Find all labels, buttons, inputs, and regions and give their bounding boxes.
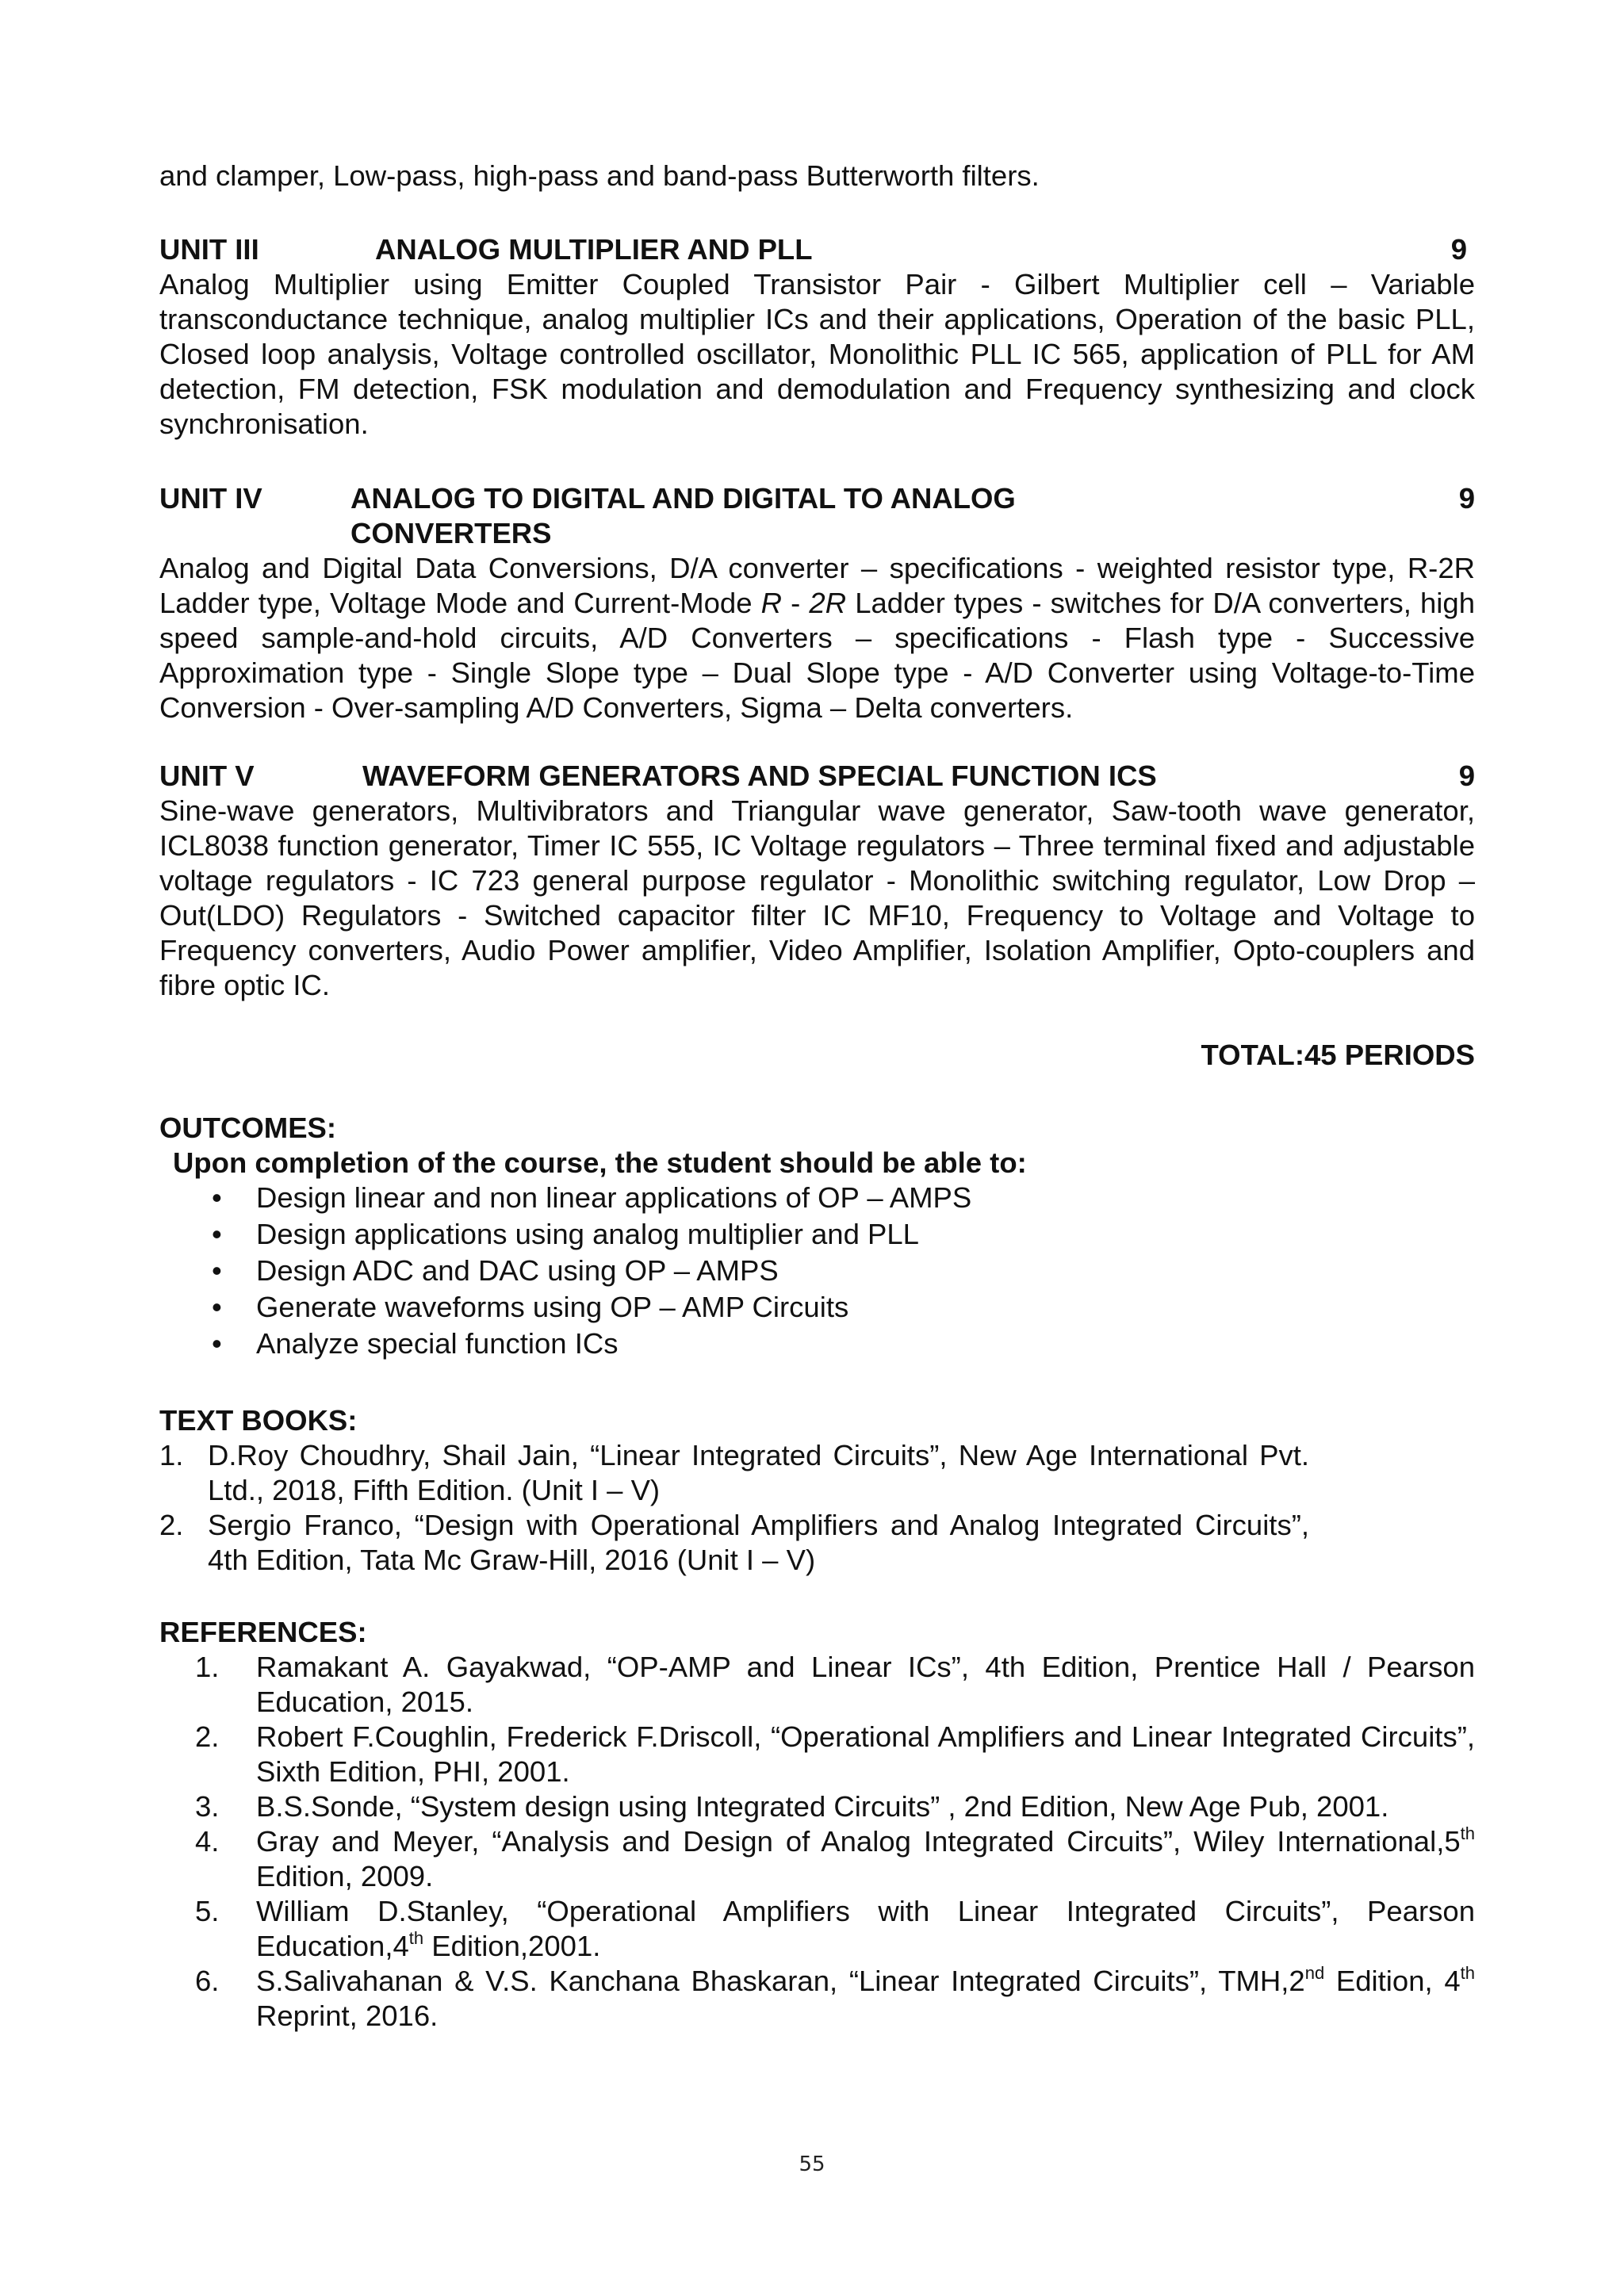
unit-5-label: UNIT V bbox=[159, 760, 255, 792]
unit-4-title-line-2: CONVERTERS bbox=[350, 517, 552, 549]
textbook-item bbox=[159, 1508, 1309, 1578]
reference-item bbox=[159, 1894, 1475, 1964]
unit-4-hours: 9 bbox=[1458, 482, 1475, 515]
bullet-icon: • bbox=[212, 1254, 222, 1287]
outcomes-heading: OUTCOMES: bbox=[159, 1112, 337, 1144]
reference-number: 2. bbox=[195, 1720, 220, 1753]
page-number: 55 bbox=[799, 2152, 825, 2176]
ordinal-superscript: nd bbox=[1304, 1962, 1325, 1983]
reference-text: B.S.Sonde, “System design using Integrated Circuits” , 2nd Edition, New Age Pub, 2001. bbox=[256, 1790, 1389, 1823]
textbooks-list bbox=[159, 1438, 1309, 1578]
ordinal-superscript: th bbox=[408, 1927, 424, 1948]
reference-text-end: Edition,2001. bbox=[423, 1930, 601, 1962]
outcome-item bbox=[159, 1326, 1428, 1362]
total-periods: TOTAL:45 PERIODS bbox=[1201, 1039, 1475, 1071]
reference-number: 1. bbox=[195, 1651, 220, 1683]
references-list bbox=[159, 1650, 1475, 2034]
outcome-text: Generate waveforms using OP – AMP Circuits bbox=[256, 1291, 849, 1323]
reference-text: S.Salivahanan & V.S. Kanchana Bhaskaran, “Linear Integrated Circuits”, TMH,2 bbox=[256, 1965, 1305, 1997]
reference-text: William D.Stanley, “Operational Amplifiers with Linear Integrated Circuits”, Pearson Education,4 bbox=[256, 1895, 1475, 1962]
textbook-number: 2. bbox=[159, 1509, 184, 1541]
reference-number: 4. bbox=[195, 1825, 220, 1858]
reference-number: 6. bbox=[195, 1965, 220, 1997]
unit-3-hours: 9 bbox=[1450, 233, 1467, 266]
ordinal-superscript: th bbox=[1460, 1962, 1476, 1983]
unit-4-body-italic-r: R bbox=[760, 587, 783, 619]
reference-text: Gray and Meyer, “Analysis and Design of Analog Integrated Circuits”, Wiley International,5 bbox=[256, 1825, 1461, 1858]
bullet-icon: • bbox=[212, 1291, 222, 1323]
outcome-text: Design applications using analog multiplier and PLL bbox=[256, 1218, 919, 1250]
textbook-number: 1. bbox=[159, 1439, 184, 1471]
unit-4-heading bbox=[159, 481, 1475, 551]
unit-5-body: Sine-wave generators, Multivibrators and Triangular wave generator, Saw-tooth wave generator, ICL8038 function generator, Timer IC 555, IC Voltage regulators – Three terminal fixed and adjustable voltage regulators - IC 723 general purpose regulator - Monolithic switching regulator, Low Drop – Out(LDO) Regulators - Switched capacitor filter IC MF10, Frequency to Voltage and Voltage to Frequency converters, Audio Power amplifier, Video Amplifier, Isolation Amplifier, Opto-couplers and fibre optic IC. bbox=[159, 794, 1475, 1001]
unit-4-title-line-1: ANALOG TO DIGITAL AND DIGITAL TO ANALOG bbox=[350, 482, 1016, 515]
unit-3-heading bbox=[159, 232, 1475, 267]
unit-4-body-part-3: Ladder types - switches for D/A converters, high speed sample-and-hold circuits, A/D Converters – specifications - Flash type - Successive Approximation type - Single Slope type – Dual Slope type - A/D Converter using Voltage-to-Time Conversion - Over-sampling A/D Converters, Sigma – Delta converters. bbox=[159, 587, 1476, 724]
references-heading: REFERENCES: bbox=[159, 1616, 367, 1648]
outcome-text: Design ADC and DAC using OP – AMPS bbox=[256, 1254, 779, 1287]
outcomes-list bbox=[159, 1180, 1428, 1362]
textbooks-heading: TEXT BOOKS: bbox=[159, 1404, 358, 1437]
outcome-text: Analyze special function ICs bbox=[256, 1327, 619, 1360]
unit-4-body-part-2: - bbox=[782, 587, 810, 619]
unit-5-hours: 9 bbox=[1458, 760, 1475, 792]
unit-3-title: ANALOG MULTIPLIER AND PLL bbox=[375, 233, 813, 266]
reference-item bbox=[159, 1650, 1475, 1720]
reference-item bbox=[159, 1824, 1475, 1894]
unit-4-body-part-1: Analog and Digital Data Conversions, D/A converter – specifications - weighted resistor type, R-2R Ladder type, Voltage Mode and Current-Mode bbox=[159, 552, 1475, 619]
outcome-item bbox=[159, 1253, 1428, 1289]
outcome-text: Design linear and non linear applications of OP – AMPS bbox=[256, 1181, 972, 1214]
reference-text-middle: Edition, 4 bbox=[1324, 1965, 1461, 1997]
unit-3-body: Analog Multiplier using Emitter Coupled Transistor Pair - Gilbert Multiplier cell – Variable transconductance technique, analog multiplier ICs and their applications, Operation of the basic PLL, Closed loop analysis, Voltage controlled oscillator, Monolithic PLL IC 565, application of PLL for AM detection, FM detection, FSK modulation and demodulation and Frequency synthesizing and clock synchronisation. bbox=[159, 268, 1475, 440]
unit-4-body bbox=[159, 551, 1475, 725]
textbook-text: Sergio Franco, “Design with Operational Amplifiers and Analog Integrated Circuits”, 4th Edition, Tata Mc Graw-Hill, 2016 (Unit I – V) bbox=[208, 1509, 1309, 1576]
reference-text-end: Edition, 2009. bbox=[256, 1860, 434, 1892]
ordinal-superscript: th bbox=[1460, 1823, 1475, 1843]
outcomes-intro: Upon completion of the course, the student should be able to: bbox=[173, 1146, 1027, 1179]
bullet-icon: • bbox=[212, 1327, 222, 1360]
reference-item bbox=[159, 1789, 1475, 1824]
reference-text: Ramakant A. Gayakwad, “OP-AMP and Linear ICs”, 4th Edition, Prentice Hall / Pearson Education, 2015. bbox=[256, 1651, 1475, 1718]
outcome-item bbox=[159, 1216, 1428, 1253]
unit-5-heading bbox=[159, 759, 1475, 794]
reference-text: Robert F.Coughlin, Frederick F.Driscoll, “Operational Amplifiers and Linear Integrated Circuits”, Sixth Edition, PHI, 2001. bbox=[256, 1720, 1475, 1788]
unit-5-title: WAVEFORM GENERATORS AND SPECIAL FUNCTION ICS bbox=[362, 760, 1157, 792]
outcome-item bbox=[159, 1289, 1428, 1326]
reference-item bbox=[159, 1964, 1475, 2034]
reference-number: 5. bbox=[195, 1895, 220, 1927]
textbook-item bbox=[159, 1438, 1309, 1508]
reference-text-end: Reprint, 2016. bbox=[256, 1999, 439, 2032]
unit-4-body-italic-2r: 2R bbox=[809, 587, 847, 619]
outcome-item bbox=[159, 1180, 1428, 1216]
unit-4-label: UNIT IV bbox=[159, 482, 262, 515]
reference-number: 3. bbox=[195, 1790, 220, 1823]
unit-3-label: UNIT III bbox=[159, 233, 259, 266]
intro-line: and clamper, Low-pass, high-pass and band-pass Butterworth filters. bbox=[159, 159, 1040, 192]
bullet-icon: • bbox=[212, 1181, 222, 1214]
textbook-text: D.Roy Choudhry, Shail Jain, “Linear Integrated Circuits”, New Age International Pvt. Ltd., 2018, Fifth Edition. (Unit I – V) bbox=[208, 1439, 1309, 1506]
bullet-icon: • bbox=[212, 1218, 222, 1250]
reference-item bbox=[159, 1720, 1475, 1789]
